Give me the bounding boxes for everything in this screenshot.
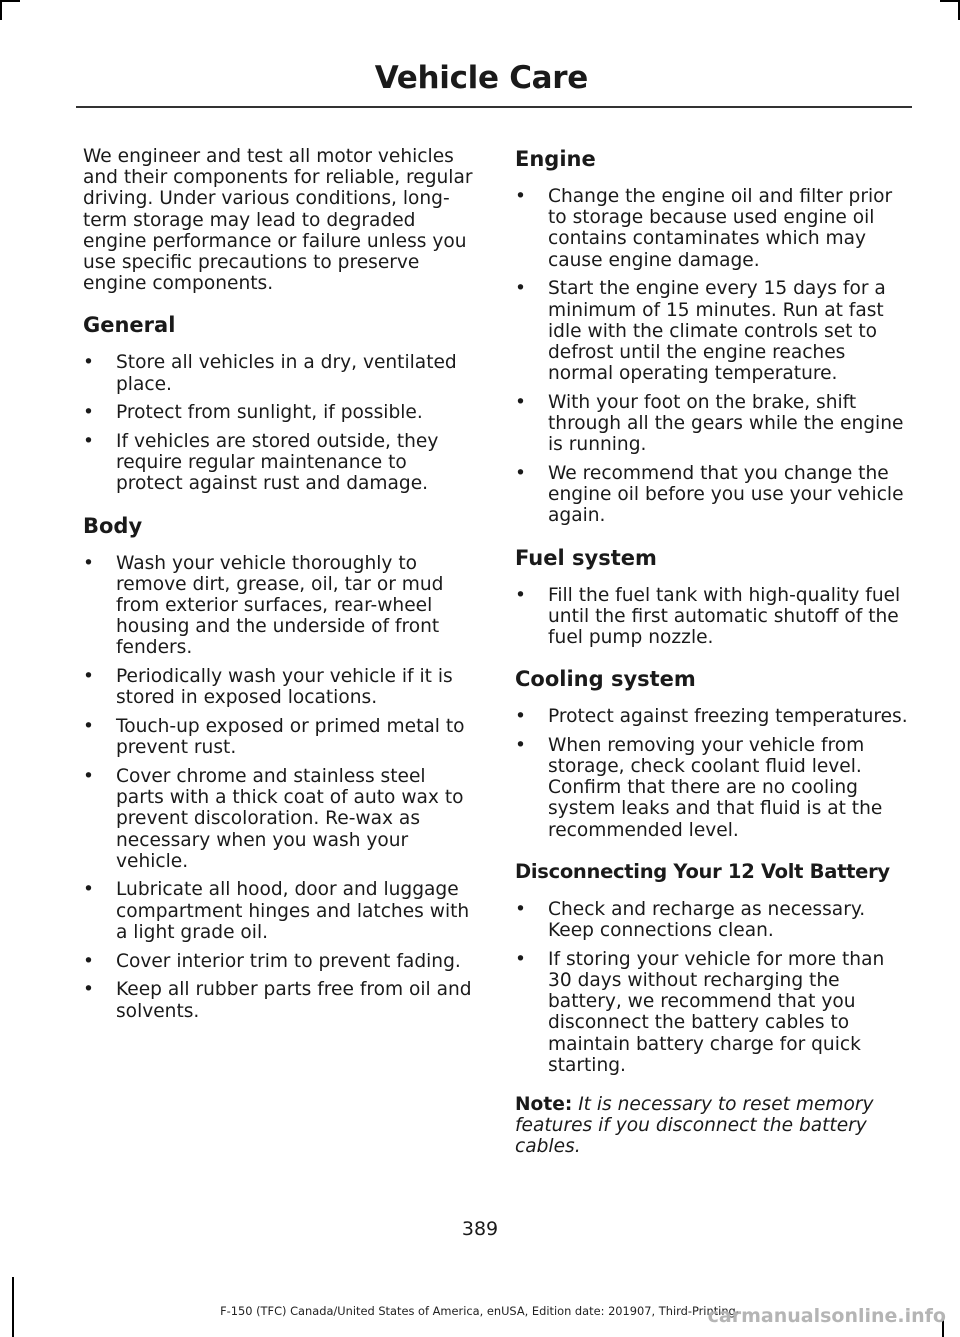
section-heading-cooling-system: Cooling system — [515, 667, 696, 692]
intro-paragraph: We engineer and test all motor vehicles and their components for reliable, regular driving. Under various conditions, long-term storage may lead to degraded engine performance or failure unless you use specific precautions to preserve engine components. — [83, 146, 473, 295]
bullet-icon: • — [515, 948, 526, 970]
list-item: • Touch-up exposed or primed metal to prevent rust. — [83, 716, 465, 759]
list-item: • Protect from sunlight, if possible. — [83, 402, 423, 424]
right-column — [515, 146, 909, 1176]
bullet-icon: • — [515, 734, 526, 756]
list-item: • We recommend that you change the engine oil before you use your vehicle again. — [515, 462, 904, 527]
battery-list — [515, 899, 909, 1076]
fuel-list — [515, 585, 909, 649]
bullet-icon: • — [515, 584, 526, 606]
list-item: • Keep all rubber parts free from oil and solvents. — [83, 979, 472, 1022]
list-item: • Start the engine every 15 days for a minimum of 15 minutes. Run at fast idle with the climate controls set to defrost until the engine reaches normal operating temperature. — [515, 278, 886, 385]
bullet-icon: • — [83, 402, 94, 424]
crop-mark — [940, 0, 960, 2]
list-item: • If storing your vehicle for more than 30 days without recharging the battery, we recommend that you disconnect the battery cables to maintain battery charge for quick starting. — [515, 948, 885, 1076]
note-label: Note: — [515, 1094, 573, 1115]
header-divider — [76, 106, 912, 108]
watermark: carmanualsonline.info — [707, 1305, 946, 1327]
list-item: • If vehicles are stored outside, they require regular maintenance to protect against rust and damage. — [83, 431, 439, 495]
section-heading-engine: Engine — [515, 147, 596, 171]
list-item: • Protect against freezing temperatures. — [515, 706, 908, 728]
left-column — [83, 146, 475, 1040]
bullet-icon: • — [83, 431, 94, 453]
engine-list — [515, 186, 909, 527]
bullet-icon: • — [83, 552, 94, 574]
list-item: • Lubricate all hood, door and luggage compartment hinges and latches with a light grade oil. — [83, 879, 470, 943]
bullet-icon: • — [515, 278, 526, 300]
list-item: • Cover interior trim to prevent fading. — [83, 950, 461, 972]
note-text: It is necessary to reset memory features if you disconnect the battery cables. — [515, 1094, 874, 1158]
list-item: • Cover chrome and stainless steel parts with a thick coat of auto wax to prevent discoloration. Re-wax as necessary when you wash your vehicle. — [83, 765, 464, 872]
crop-mark — [0, 0, 20, 2]
bullet-icon: • — [515, 391, 526, 413]
crop-mark — [0, 0, 2, 20]
bullet-icon: • — [83, 666, 94, 688]
section-heading-general: General — [83, 313, 176, 338]
list-item: • Wash your vehicle thoroughly to remove dirt, grease, oil, tar or mud from exterior surfaces, rear-wheel housing and the underside of front fenders. — [83, 552, 444, 659]
list-item: • Check and recharge as necessary. Keep connections clean. — [515, 898, 866, 942]
section-heading-fuel-system: Fuel system — [515, 545, 657, 570]
list-item: • Store all vehicles in a dry, ventilated place. — [83, 352, 457, 395]
section-heading-body: Body — [83, 513, 143, 538]
bullet-icon: • — [515, 706, 526, 728]
bullet-icon: • — [515, 898, 526, 920]
section-heading-battery: Disconnecting Your 12 Volt Battery — [515, 859, 890, 883]
body-list — [83, 553, 475, 1022]
bullet-icon: • — [83, 950, 94, 972]
bullet-icon: • — [83, 716, 94, 738]
bullet-icon: • — [83, 765, 94, 787]
list-item: • Fill the fuel tank with high-quality fuel until the first automatic shutoff of the fuel pump nozzle. — [515, 584, 901, 648]
general-list — [83, 352, 475, 494]
bullet-icon: • — [83, 879, 94, 901]
bullet-icon: • — [83, 352, 94, 374]
note — [515, 1094, 909, 1158]
list-item: • When removing your vehicle from storage, check coolant fluid level. Confirm that there are no cooling system leaks and that fluid is at the recommended level. — [515, 734, 883, 841]
cooling-list — [515, 706, 909, 841]
page-title: Vehicle Care — [374, 60, 588, 96]
list-item: • Change the engine oil and filter prior to storage because used engine oil contains contaminates which may cause engine damage. — [515, 186, 893, 271]
bullet-icon: • — [515, 186, 526, 207]
bullet-icon: • — [515, 462, 526, 484]
list-item: • With your foot on the brake, shift through all the gears while the engine is running. — [515, 391, 904, 456]
bullet-icon: • — [83, 979, 94, 1001]
footer-edition: F-150 (TFC) Canada/United States of America, enUSA, Edition date: 201907, Third-Printing- — [220, 1304, 740, 1318]
list-item: • Periodically wash your vehicle if it is stored in exposed locations. — [83, 666, 453, 709]
page-number: 389 — [461, 1218, 499, 1240]
